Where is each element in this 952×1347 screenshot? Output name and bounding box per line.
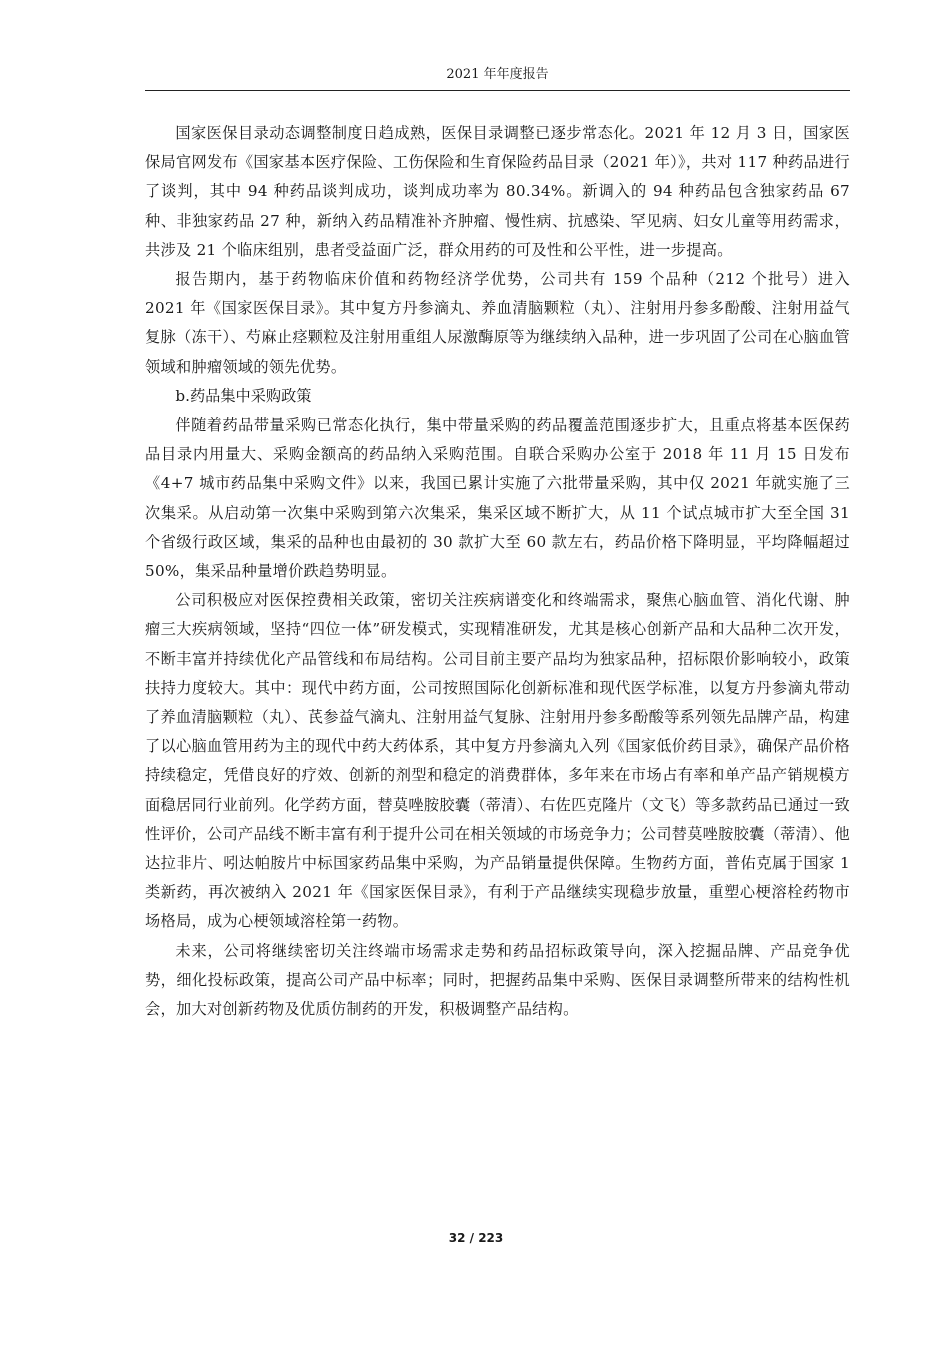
paragraph-company-response: 公司积极应对医保控费相关政策，密切关注疾病谱变化和终端需求，聚焦心脑血管、消化代谢、肿瘤三大疾病领域，坚持“四位一体”研发模式，实现精准研发，尤其是核心创新产品和大品种二次开发，不断丰富并持续优化产品管线和布局结构。公司目前主要产品均为独家品种，招标限价影响较小，政策扶持力度较大。其中：现代中药方面，公司按照国际化创新标准和现代医学标准，以复方丹参滴丸带动了养血清脑颗粒（丸）、芪参益气滴丸、注射用益气复脉、注射用丹参多酚酸等系列领先品牌产品，构建了以心脑血管用药为主的现代中药大药体系，其中复方丹参滴丸入列《国家低价药目录》，确保产品价格持续稳定，凭借良好的疗效、创新的剂型和稳定的消费群体，多年来在市场占有率和单产品产销规模方面稳居同行业前列。化学药方面，替莫唑胺胶囊（蒂清）、右佐匹克隆片（文飞）等多款药品已通过一致性评价，公司产品线不断丰富有利于提升公司在相关领域的市场竞争力；公司替莫唑胺胶囊（蒂清）、他达拉非片、吲达帕胺片中标国家药品集中采购，为产品销量提供保障。生物药方面，普佑克属于国家 1 类新药，再次被纳入 2021 年《国家医保目录》，有利于产品继续实现稳步放量，重塑心梗溶栓药物市场格局，成为心梗领域溶栓第一药物。 xyxy=(145,591,850,931)
paragraph-medical-insurance-catalog: 国家医保目录动态调整制度日趋成熟，医保目录调整已逐步常态化。2021 年 12 月 3 日，国家医保局官网发布《国家基本医疗保险、工伤保险和生育保险药品目录（2021 年）》，共对 117 种药品进行了谈判，其中 94 种药品谈判成功，谈判成功率为 80.34%。新调入的 94 种药品包含独家药品 67 种、非独家药品 27 种，新纳入药品精准补齐肿瘤、慢性病、抗感染、罕见病、妇女儿童等用药需求，共涉及 21 个临床组别，患者受益面广泛，群众用药的可及性和公平性，进一步提高。 xyxy=(145,124,850,259)
section-subheading-centralized-procurement: b.药品集中采购政策 xyxy=(175,386,312,405)
page-footer xyxy=(0,1231,952,1245)
page-header xyxy=(145,64,850,91)
document-body xyxy=(145,119,850,1024)
paragraph-company-catalog-entries: 报告期内，基于药物临床价值和药物经济学优势，公司共有 159 个品种（212 个批号）进入 2021 年《国家医保目录》。其中复方丹参滴丸、养血清脑颗粒（丸）、注射用丹参多酚酸、注射用益气复脉（冻干）、芍麻止痉颗粒及注射用重组人尿激酶原等为继续纳入品种，进一步巩固了公司在心脑血管领域和肿瘤领域的领先优势。 xyxy=(145,270,850,376)
page-number: 32 / 223 xyxy=(448,1231,504,1245)
paragraph-future-outlook: 未来，公司将继续密切关注终端市场需求走势和药品招标政策导向，深入挖掘品牌、产品竞争优势，细化投标政策，提高公司产品中标率；同时，把握药品集中采购、医保目录调整所带来的结构性机会，加大对创新药物及优质仿制药的开发，积极调整产品结构。 xyxy=(145,941,850,1019)
paragraph-volume-based-procurement: 伴随着药品带量采购已常态化执行，集中带量采购的药品覆盖范围逐步扩大，且重点将基本医保药品目录内用量大、采购金额高的药品纳入采购范围。自联合采购办公室于 2018 年 11 月 15 日发布《4+7 城市药品集中采购文件》以来，我国已累计实施了六批带量采购，其中仅 2021 年就实施了三次集采。从启动第一次集中采购到第六次集采，集采区域不断扩大，从 11 个试点城市扩大至全国 31 个省级行政区域，集采的品种也由最初的 30 款扩大至 60 款左右，药品价格下降明显，平均降幅超过 50%，集采品种量增价跌趋势明显。 xyxy=(145,416,850,581)
report-title: 2021 年年度报告 xyxy=(446,67,549,82)
